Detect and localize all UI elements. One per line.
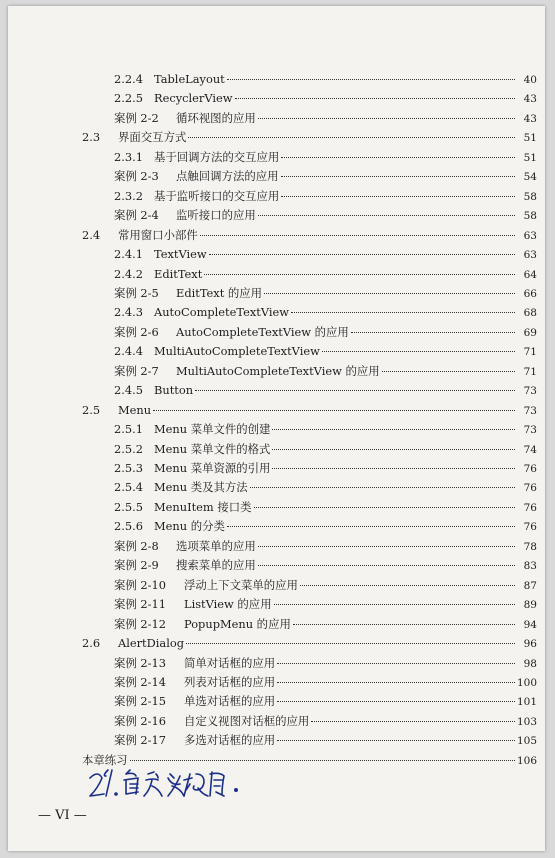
toc-number: 2.5.3: [114, 461, 143, 475]
toc-page-number: 105: [517, 735, 538, 748]
toc-page-number: 73: [523, 404, 537, 417]
toc-number: 案例 2-15: [114, 694, 166, 709]
toc-title: 搜索菜单的应用: [176, 558, 256, 573]
toc-number: 案例 2-14: [114, 674, 166, 689]
toc-title: Button: [154, 383, 194, 398]
toc-row: [114, 537, 537, 555]
toc-number: 案例 2-2: [114, 110, 159, 125]
toc-row: [114, 498, 537, 516]
toc-title: 列表对话框的应用: [184, 674, 276, 689]
toc-title: 浮动上下文菜单的应用: [184, 577, 298, 592]
dot-leader: [258, 565, 515, 566]
dot-leader: [300, 585, 515, 586]
dot-leader: [281, 157, 515, 158]
dot-leader: [204, 274, 515, 275]
toc-row: [114, 167, 537, 185]
toc-number: 案例 2-16: [114, 713, 166, 728]
toc-row: [114, 595, 537, 613]
toc-row: [114, 362, 537, 380]
dot-leader: [258, 215, 515, 216]
dot-leader: [322, 351, 515, 352]
toc-page-number: 40: [523, 74, 537, 86]
toc-number: 案例 2-10: [114, 577, 166, 592]
dot-leader: [227, 79, 515, 80]
toc-title: 自定义视图对话框的应用: [184, 713, 310, 728]
toc-row: [114, 187, 537, 205]
dot-leader: [274, 604, 515, 605]
toc-title: TableLayout: [154, 72, 225, 86]
dot-leader: [258, 118, 515, 119]
toc-number: 2.5.6: [114, 519, 143, 534]
toc-number: 2.3.1: [114, 149, 143, 164]
toc-row: [114, 148, 537, 166]
handwritten-note: [86, 766, 256, 802]
dot-leader: [272, 468, 515, 469]
toc-page-number: 76: [523, 521, 537, 534]
toc-title: Menu 类及其方法: [154, 480, 248, 495]
dot-leader: [351, 332, 515, 333]
toc-number: 本章练习: [82, 752, 128, 767]
toc-page-number: 64: [523, 268, 537, 281]
toc-row: [82, 128, 537, 146]
toc-row: [114, 245, 537, 263]
toc-number: 2.2.4: [114, 72, 143, 86]
toc-row: [114, 615, 537, 633]
toc-number: 2.3: [82, 130, 101, 145]
toc-title: 单选对话框的应用: [184, 694, 276, 709]
toc-number: 案例 2-5: [114, 285, 159, 300]
toc-page-number: 73: [523, 424, 537, 437]
toc-number: 案例 2-8: [114, 538, 159, 553]
toc-number: 2.5.4: [114, 480, 143, 495]
toc-page-number: 66: [523, 287, 537, 300]
dot-leader: [227, 526, 515, 527]
toc-number: 2.5.2: [114, 441, 143, 456]
toc-title: MenuItem 接口类: [154, 499, 252, 514]
toc-row: [114, 109, 537, 127]
toc-page-number: 58: [523, 210, 537, 223]
toc-number: 2.3.2: [114, 188, 143, 203]
toc-page-number: 98: [523, 657, 537, 670]
toc-row: [82, 226, 537, 244]
toc-row: [114, 342, 537, 360]
dot-leader: [277, 701, 515, 702]
toc-page-number: 63: [523, 229, 537, 242]
toc-title: Menu 菜单文件的创建: [154, 422, 271, 437]
toc-page-number: 78: [523, 540, 537, 553]
toc-row: [114, 556, 537, 574]
toc-title: 界面交互方式: [118, 130, 187, 145]
toc-page-number: 76: [523, 501, 537, 514]
dot-leader: [272, 429, 515, 430]
toc-row: [114, 89, 537, 107]
toc-page-number: 58: [523, 190, 537, 203]
dot-leader: [272, 449, 515, 450]
dot-leader: [200, 235, 515, 236]
toc-page-number: 74: [523, 443, 537, 456]
toc-row: [114, 673, 537, 691]
toc-title: RecyclerView: [154, 91, 233, 106]
toc-title: Menu 菜单资源的引用: [154, 461, 271, 475]
toc-title: 点触回调方法的应用: [176, 169, 279, 184]
toc-row: [114, 420, 537, 438]
toc-page-number: 76: [523, 482, 537, 495]
toc-number: 案例 2-4: [114, 208, 159, 223]
toc-number: 2.5.5: [114, 499, 143, 514]
toc-number: 2.5.1: [114, 422, 143, 437]
dot-leader: [277, 740, 515, 741]
toc-page-number: 43: [523, 112, 537, 125]
toc-row: [114, 323, 537, 341]
toc-page-number: 54: [523, 171, 537, 184]
toc-title: 多选对话框的应用: [184, 733, 276, 748]
toc-page-number: 101: [517, 696, 538, 709]
toc-page-number: 69: [523, 326, 537, 339]
toc-title: AutoCompleteTextView 的应用: [176, 324, 349, 339]
toc-page-number: 94: [523, 618, 537, 631]
toc-page-number: 43: [523, 93, 537, 106]
toc-row: [82, 401, 537, 419]
toc-title: TextView: [154, 247, 207, 262]
toc-title: 选项菜单的应用: [176, 538, 256, 553]
dot-leader: [291, 312, 515, 313]
dot-leader: [281, 176, 515, 177]
toc-number: 案例 2-12: [114, 616, 166, 631]
dot-leader: [293, 624, 515, 625]
toc-title: AlertDialog: [118, 636, 184, 651]
book-page: [8, 6, 545, 851]
toc-title: 简单对话框的应用: [184, 655, 276, 670]
toc-page-number: 83: [523, 560, 537, 573]
toc-page-number: 103: [517, 715, 538, 728]
page-number-footer: — VI —: [38, 808, 87, 823]
dot-leader: [250, 487, 515, 488]
toc-row: [114, 284, 537, 302]
dot-leader: [195, 390, 515, 391]
toc-page-number: 51: [523, 132, 537, 145]
toc-title: EditText: [154, 266, 203, 281]
toc-title: 监听接口的应用: [176, 208, 256, 223]
toc-row: [114, 692, 537, 710]
toc-title: Menu 的分类: [154, 519, 225, 534]
toc-page-number: 63: [523, 249, 537, 262]
dot-leader: [258, 546, 515, 547]
toc-number: 案例 2-3: [114, 169, 159, 184]
toc-number: 2.6: [82, 636, 101, 651]
dot-leader: [382, 371, 515, 372]
toc-title: AutoCompleteTextView: [154, 305, 289, 320]
toc-page-number: 73: [523, 385, 537, 398]
toc-title: Menu 菜单文件的格式: [154, 441, 271, 456]
dot-leader: [209, 254, 515, 255]
toc-number: 2.4.4: [114, 344, 143, 359]
toc-number: 2.5: [82, 402, 101, 417]
toc-page-number: 68: [523, 307, 537, 320]
toc-row: [82, 634, 537, 652]
dot-leader: [311, 721, 515, 722]
dot-leader: [277, 682, 515, 683]
toc-number: 2.2.5: [114, 91, 143, 106]
toc-number: 2.4: [82, 227, 101, 242]
toc-title: 循环视图的应用: [176, 110, 256, 125]
toc-row: [114, 517, 537, 535]
dot-leader: [188, 137, 515, 138]
toc-row: [114, 478, 537, 496]
toc-row: [114, 206, 537, 224]
toc-page-number: 89: [523, 599, 537, 612]
toc-number: 案例 2-13: [114, 655, 166, 670]
toc-page-number: 76: [523, 463, 537, 475]
toc-number: 案例 2-7: [114, 363, 159, 378]
dot-leader: [264, 293, 515, 294]
toc-row: [114, 459, 537, 477]
toc-row: [114, 576, 537, 594]
dot-leader: [153, 410, 515, 411]
toc-page-number: 96: [523, 638, 537, 651]
toc-row: [114, 381, 537, 399]
dot-leader: [281, 196, 515, 197]
toc-row: [114, 731, 537, 749]
toc-title: MultiAutoCompleteTextView 的应用: [176, 363, 380, 378]
toc-number: 2.4.3: [114, 305, 143, 320]
toc-number: 2.4.2: [114, 266, 143, 281]
toc-number: 2.4.1: [114, 247, 143, 262]
toc-title: 常用窗口小部件: [118, 227, 198, 242]
toc-row: [114, 440, 537, 458]
toc-row: [114, 712, 537, 730]
toc-title: Menu: [118, 402, 152, 417]
toc-title: MultiAutoCompleteTextView: [154, 344, 320, 359]
toc-number: 2.4.5: [114, 383, 143, 398]
dot-leader: [186, 643, 515, 644]
toc-page-number: 51: [523, 151, 537, 164]
toc-number: 案例 2-9: [114, 558, 159, 573]
toc-title: ListView 的应用: [184, 597, 272, 612]
dot-leader: [130, 760, 515, 761]
toc-title: 基于监听接口的交互应用: [154, 188, 280, 203]
dot-leader: [277, 663, 515, 664]
toc-page-number: 100: [517, 676, 538, 689]
toc-number: 案例 2-6: [114, 324, 159, 339]
toc-title: 基于回调方法的交互应用: [154, 149, 280, 164]
toc-title: EditText 的应用: [176, 285, 263, 300]
toc-page-number: 87: [523, 579, 537, 592]
toc-row: [114, 70, 537, 88]
toc-page-number: 71: [523, 365, 537, 378]
toc-row: [114, 303, 537, 321]
dot-leader: [235, 98, 516, 99]
dot-leader: [254, 507, 516, 508]
toc-row: [114, 265, 537, 283]
toc-row: [114, 654, 537, 672]
toc-number: 案例 2-11: [114, 597, 166, 612]
toc-title: PopupMenu 的应用: [184, 616, 291, 631]
toc-number: 案例 2-17: [114, 733, 166, 748]
toc-page-number: 106: [517, 754, 538, 767]
toc-page-number: 71: [523, 346, 537, 359]
